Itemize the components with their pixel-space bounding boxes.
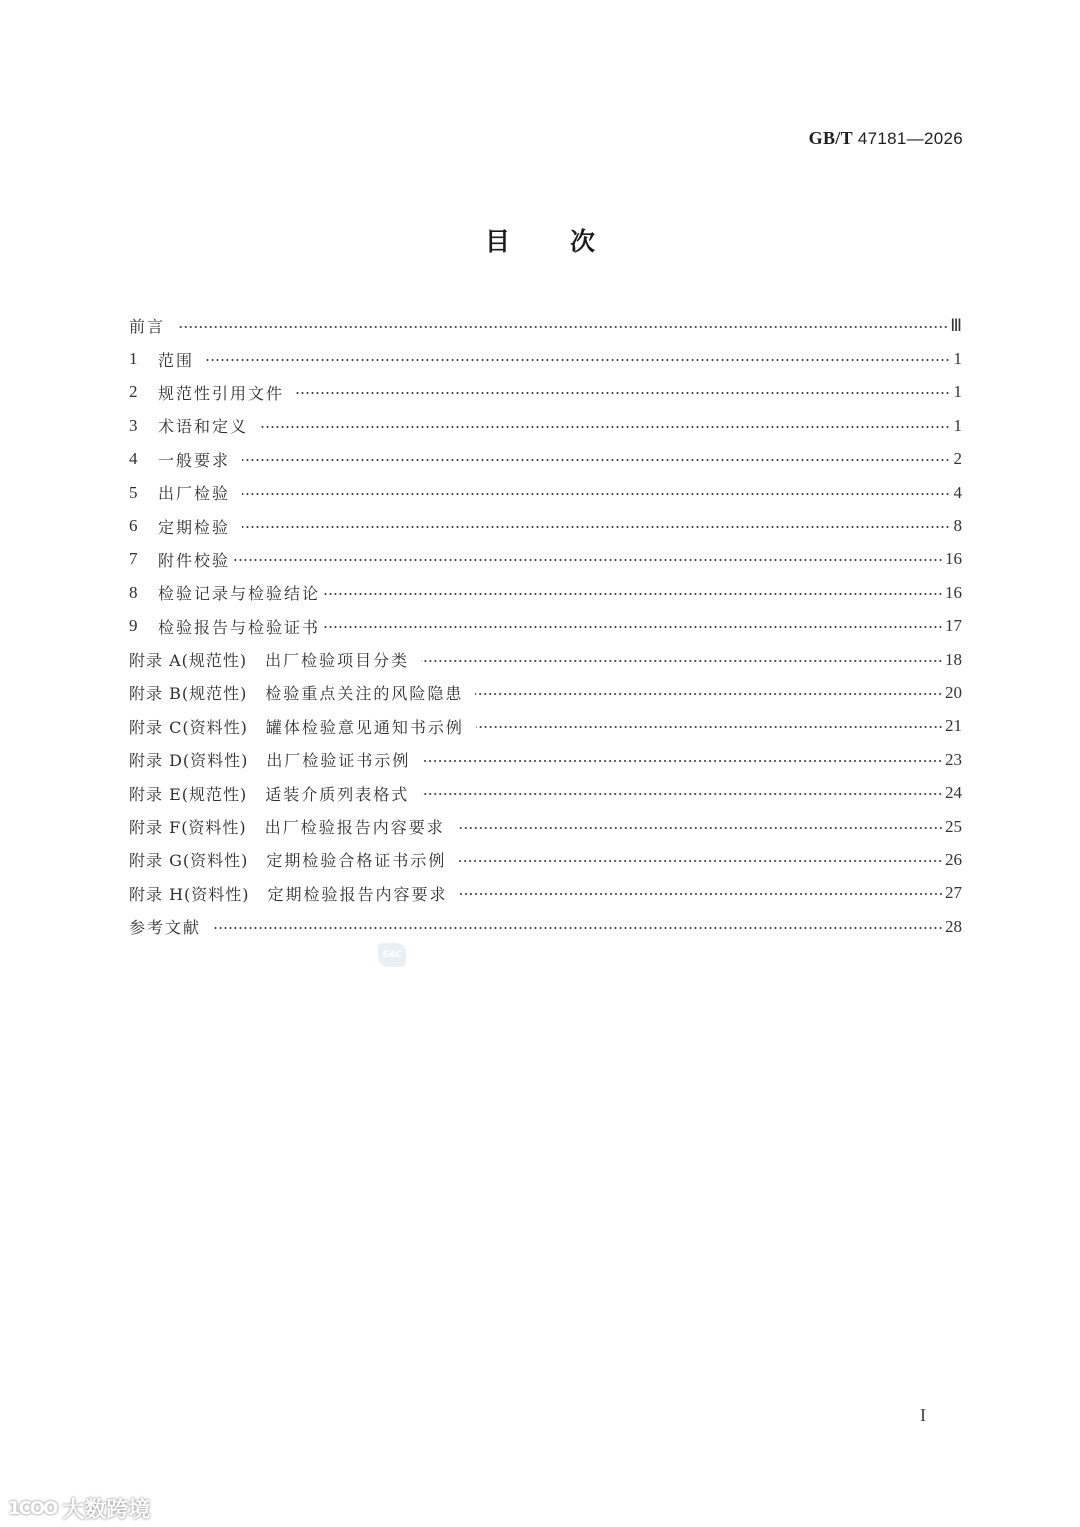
toc-entry-annex-e[interactable] <box>129 776 962 809</box>
toc-entry-number: 9 <box>129 616 138 636</box>
dot-leader <box>322 617 943 635</box>
annex-id: 附录 H(资料性) <box>129 884 250 904</box>
dot-leader <box>177 317 948 335</box>
annex-id: 附录 G(资料性) <box>129 851 249 871</box>
dot-leader <box>260 417 950 435</box>
dot-leader <box>242 517 950 535</box>
toc-entry-label: 检验报告与检验证书 <box>158 617 321 637</box>
toc-page-number: 26 <box>945 849 962 869</box>
toc-entry-annex-g[interactable] <box>129 843 962 876</box>
toc-entry-number: 7 <box>129 549 138 569</box>
watermark-logo-icon: 1COO <box>8 1498 57 1519</box>
toc-entry-annex-h[interactable] <box>129 877 962 910</box>
toc-entry-number: 6 <box>129 516 138 536</box>
dot-leader <box>475 684 943 702</box>
sac-logo-icon: SAC <box>378 943 406 967</box>
toc-entry-8[interactable] <box>129 576 962 609</box>
dot-leader <box>458 851 943 869</box>
annex-id: 附录 B(规范性) <box>129 684 248 704</box>
page-title: 目次 <box>484 227 655 256</box>
toc-entry-annex-c[interactable] <box>129 710 962 743</box>
toc-page-number: 16 <box>945 582 962 602</box>
dot-leader <box>213 918 943 936</box>
toc-entry-6[interactable] <box>129 509 962 542</box>
toc-entry-label: 一般要求 <box>158 450 231 470</box>
annex-id: 附录 E(规范性) <box>129 784 248 804</box>
toc-entry-7[interactable] <box>129 543 962 576</box>
annex-id: 附录 F(资料性) <box>129 818 247 838</box>
toc-entry-5[interactable] <box>129 476 962 509</box>
standard-code: 47181—2026 <box>857 129 963 148</box>
watermark <box>8 1493 150 1524</box>
dot-leader <box>242 450 950 468</box>
toc-entry-2[interactable] <box>129 376 962 409</box>
toc-entry-label: 出厂检验证书示例 <box>266 751 411 771</box>
toc-entry-label: 定期检验报告内容要求 <box>267 884 448 904</box>
toc-page-number: 20 <box>945 682 962 702</box>
toc-entry-annex-d[interactable] <box>129 743 962 776</box>
toc-page-number: 18 <box>945 649 962 669</box>
toc-entry-number: 2 <box>129 382 138 402</box>
annex-id: 附录 D(资料性) <box>129 751 249 771</box>
toc-entry-label: 出厂检验项目分类 <box>265 651 410 671</box>
annex-id: 附录 C(资料性) <box>129 717 248 737</box>
dot-leader <box>232 550 943 568</box>
toc-entry-label: 罐体检验意见通知书示例 <box>265 717 464 737</box>
toc-entry-annex-b[interactable] <box>129 676 962 709</box>
standard-number <box>809 128 963 149</box>
toc-entry-label: 检验重点关注的风险隐患 <box>265 684 464 704</box>
toc-entry-label: 前言 <box>129 317 166 337</box>
toc-entry-number: 5 <box>129 482 138 502</box>
toc-entry-label: 范围 <box>158 350 195 370</box>
dot-leader <box>322 584 943 602</box>
toc-entry-1[interactable] <box>129 342 962 375</box>
toc-page-number: 8 <box>953 516 962 536</box>
toc-page-number: 17 <box>945 616 962 636</box>
toc-page-number: 24 <box>945 783 962 803</box>
toc-page-number: 1 <box>953 415 962 435</box>
toc-entry-number: 8 <box>129 582 138 602</box>
toc-page-number: 23 <box>945 749 962 769</box>
toc-entry-label: 规范性引用文件 <box>158 383 285 403</box>
toc-page-number: 4 <box>953 482 962 502</box>
toc-page-number: 1 <box>953 382 962 402</box>
dot-leader <box>206 350 950 368</box>
toc-entry-label: 检验记录与检验结论 <box>158 584 321 604</box>
dot-leader <box>296 383 950 401</box>
toc-entry-9[interactable] <box>129 610 962 643</box>
toc-entry-label: 出厂检验报告内容要求 <box>264 818 445 838</box>
toc-entry-number: 1 <box>129 349 138 369</box>
toc-entry-annex-f[interactable] <box>129 810 962 843</box>
dot-leader <box>421 784 943 802</box>
dot-leader <box>422 751 943 769</box>
toc-page-number: 2 <box>953 449 962 469</box>
toc-entry-number: 3 <box>129 415 138 435</box>
toc-entry-label: 参考文献 <box>129 918 202 938</box>
toc-page-number: Ⅲ <box>950 315 962 335</box>
toc-entry-number: 4 <box>129 449 138 469</box>
toc-page-number: 21 <box>945 716 962 736</box>
toc-page-number: 25 <box>945 816 962 836</box>
annex-id: 附录 A(规范性) <box>129 651 248 671</box>
table-of-contents <box>129 309 962 943</box>
toc-page-number: 1 <box>953 349 962 369</box>
toc-entry-label: 附件校验 <box>158 550 231 570</box>
watermark-text: 大数跨境 <box>62 1498 151 1523</box>
standard-prefix: GB/T <box>808 128 853 148</box>
toc-entry-4[interactable] <box>129 443 962 476</box>
dot-leader <box>476 717 943 735</box>
toc-entry-annex-a[interactable] <box>129 643 962 676</box>
toc-entry-label: 定期检验合格证书示例 <box>266 851 447 871</box>
toc-entry-label: 术语和定义 <box>158 417 249 437</box>
dot-leader <box>460 884 943 902</box>
toc-entry-3[interactable] <box>129 409 962 442</box>
dot-leader <box>457 818 943 836</box>
toc-entry-label: 定期检验 <box>158 517 231 537</box>
page-number: I <box>920 1405 926 1425</box>
toc-entry-label: 出厂检验 <box>158 484 231 504</box>
dot-leader <box>242 484 950 502</box>
toc-page-number: 27 <box>945 883 962 903</box>
toc-entry-bibliography[interactable] <box>129 910 962 943</box>
toc-entry-label: 适装介质列表格式 <box>265 784 410 804</box>
toc-page-number: 28 <box>945 916 962 936</box>
toc-page-number: 16 <box>945 549 962 569</box>
toc-entry-foreword[interactable] <box>129 309 962 342</box>
dot-leader <box>421 651 943 669</box>
